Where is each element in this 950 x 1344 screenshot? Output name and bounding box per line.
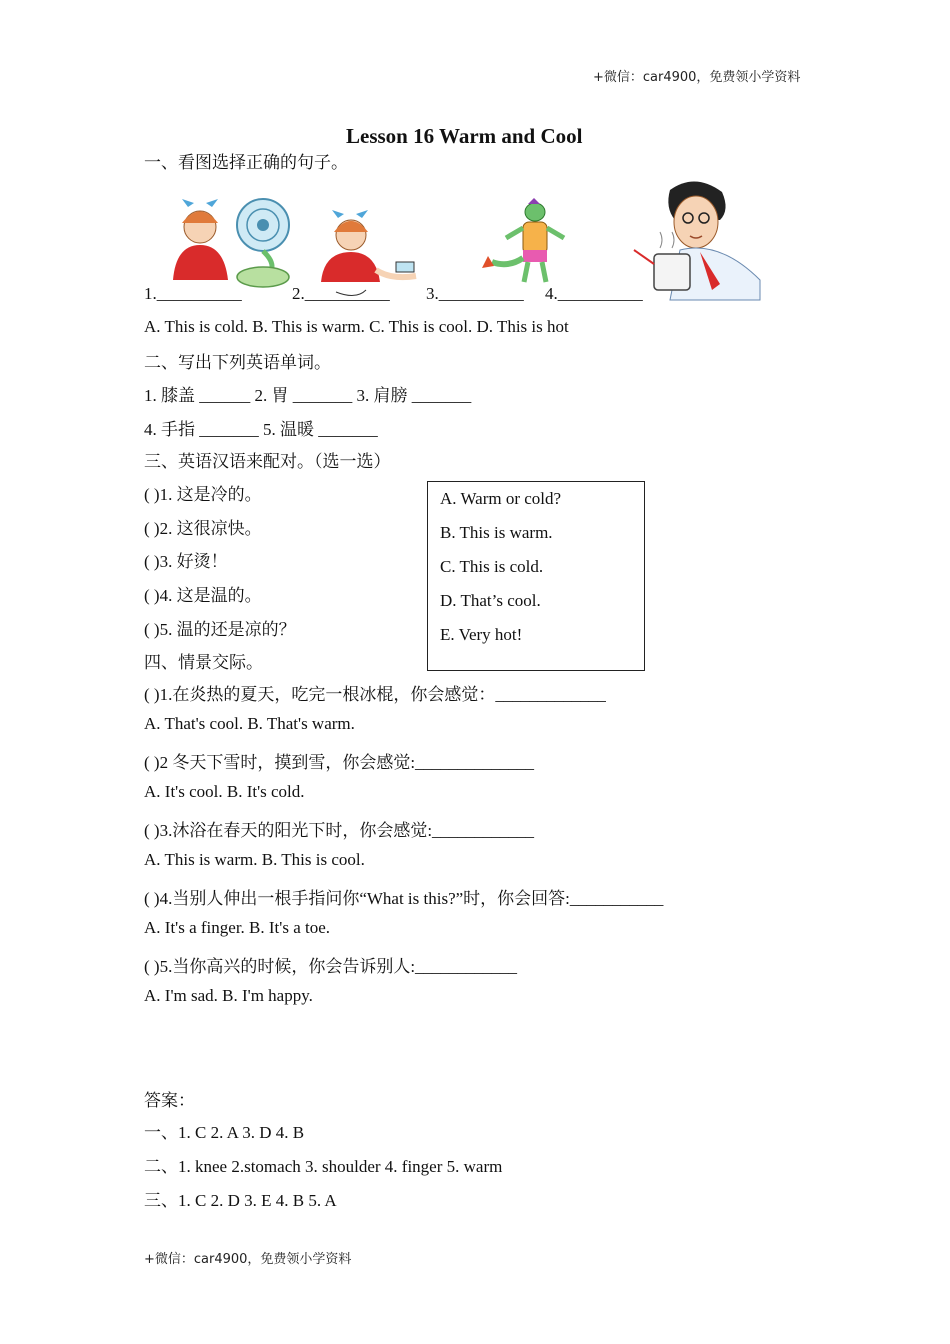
match-item-5: ( )5. 温的还是凉的？ [144, 620, 296, 639]
match-item-2: ( )2. 这很凉快。 [144, 519, 262, 538]
match-item-1: ( )1. 这是冷的。 [144, 485, 262, 504]
section2-row1: 1. 膝盖 ______ 2. 胃 _______ 3. 肩膀 _______ [144, 386, 472, 405]
question-2: ( )2 冬天下雪时，摸到雪，你会感觉:______________ [144, 753, 535, 772]
answers-line-1: 一、1. C 2. A 3. D 4. B [144, 1123, 305, 1142]
answers-line-2: 二、1. knee 2.stomach 3. shoulder 4. finger 5. warm [144, 1157, 503, 1176]
answers-line-3: 三、1. C 2. D 3. E 4. B 5. A [144, 1191, 337, 1210]
match-item-4: ( )4. 这是温的。 [144, 586, 262, 605]
choice-c: C. This is cold. [440, 557, 544, 576]
section2-heading: 二、写出下列英语单词。 [144, 353, 331, 372]
answers-heading: 答案： [144, 1091, 195, 1110]
question-1: ( )1.在炎热的夏天，吃完一根冰棍，你会感觉：_____________ [144, 685, 606, 704]
dinosaur-character-image [478, 198, 578, 298]
blank-3[interactable]: 3.__________ [426, 284, 524, 303]
answer-options-5: A. I'm sad. B. I'm happy. [144, 986, 313, 1005]
answer-options-3: A. This is warm. B. This is cool. [144, 850, 365, 869]
section1-heading: 一、看图选择正确的句子。 [144, 153, 348, 172]
header-note: +微信：car4900，免费领小学资料 [593, 70, 801, 85]
girl-with-fan-image [168, 195, 298, 295]
blank-2[interactable]: 2.__________ [292, 284, 390, 303]
section1-options: A. This is cold. B. This is warm. C. This is cool. D. This is hot [144, 317, 569, 336]
choice-e: E. Very hot! [440, 625, 523, 644]
section4-heading: 四、情景交际。 [144, 653, 263, 672]
answer-options-2: A. It's cool. B. It's cold. [144, 782, 305, 801]
question-4: ( )4.当别人伸出一根手指问你“What is this?”时，你会回答:___________ [144, 889, 664, 908]
blank-4[interactable]: 4.__________ [545, 284, 643, 303]
footer-note: +微信：car4900，免费领小学资料 [144, 1252, 352, 1267]
answer-options-4: A. It's a finger. B. It's a toe. [144, 918, 331, 937]
choice-d: D. That’s cool. [440, 591, 541, 610]
answer-options-1: A. That's cool. B. That's warm. [144, 714, 355, 733]
section3-heading: 三、英语汉语来配对。（选一选） [144, 452, 391, 471]
blank-1[interactable]: 1.__________ [144, 284, 242, 303]
match-item-3: ( )3. 好烫！ [144, 552, 228, 571]
page-title: Lesson 16 Warm and Cool [346, 124, 583, 148]
man-with-hot-cup-image [630, 180, 770, 300]
question-3: ( )3.沐浴在春天的阳光下时，你会感觉:____________ [144, 821, 535, 840]
section2-row2: 4. 手指 _______ 5. 温暖 _______ [144, 420, 378, 439]
choice-a: A. Warm or cold? [440, 489, 562, 508]
choices-box [427, 481, 645, 671]
question-5: ( )5.当你高兴的时候，你会告诉别人:____________ [144, 957, 518, 976]
choice-b: B. This is warm. [440, 523, 553, 542]
